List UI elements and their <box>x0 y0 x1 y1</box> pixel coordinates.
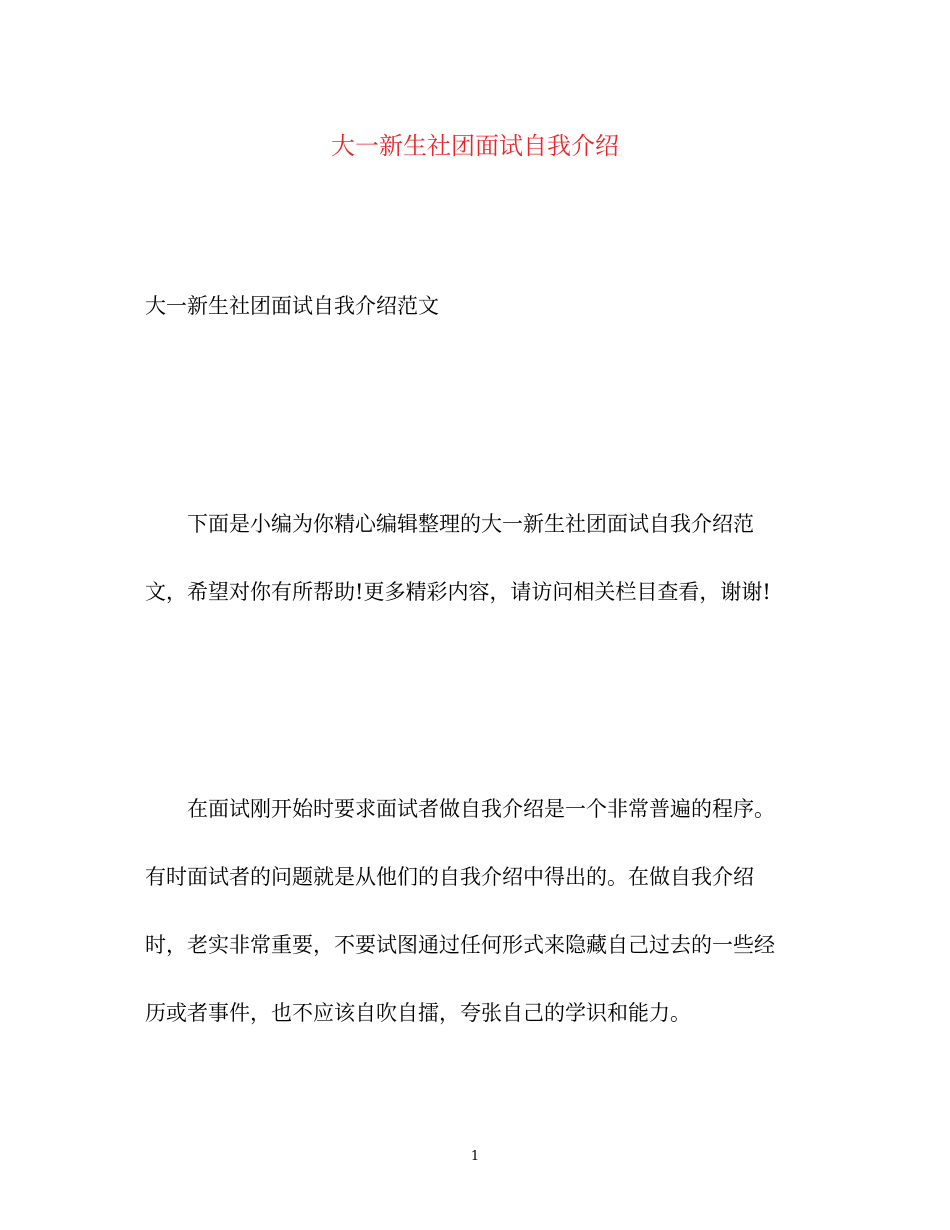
paragraph-line: 历或者事件，也不应该自吹自擂，夸张自己的学识和能力。 <box>145 1001 691 1025</box>
paragraph-intro <box>145 490 805 626</box>
document-title: 大一新生社团面试自我介绍 <box>331 132 619 160</box>
paragraph-line: 时，老实非常重要，不要试图通过任何形式来隐藏自己过去的一些经 <box>145 933 775 957</box>
paragraph-line: 在面试刚开始时要求面试者做自我介绍是一个非常普遍的程序。 <box>187 797 775 821</box>
paragraph-line: 下面是小编为你精心编辑整理的大一新生社团面试自我介绍范 <box>187 512 754 536</box>
document-subtitle: 大一新生社团面试自我介绍范文 <box>145 294 439 318</box>
paragraph-line: 文，希望对你有所帮助!更多精彩内容，请访问相关栏目查看，谢谢! <box>145 580 771 604</box>
page-number: 1 <box>470 1149 480 1164</box>
paragraph-body <box>145 775 805 1047</box>
paragraph-line: 有时面试者的问题就是从他们的自我介绍中得出的。在做自我介绍 <box>145 865 754 889</box>
